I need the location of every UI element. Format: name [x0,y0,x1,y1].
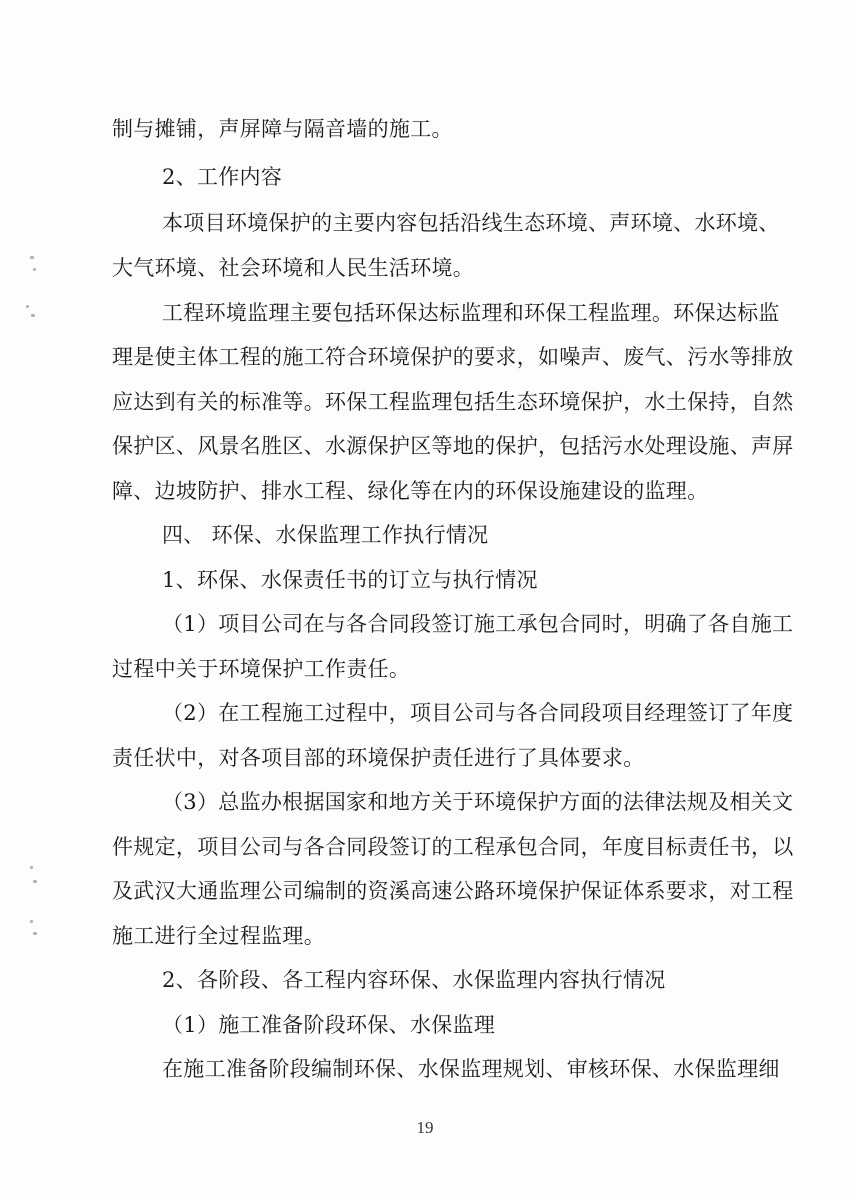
scan-speck [33,268,36,271]
scan-speck [30,256,34,259]
text-line-15: 责任状中，对各项目部的环境保护责任进行了具体要求。 [112,746,645,770]
text-line-19: 施工进行全过程监理。 [112,924,325,948]
text-line-17: 件规定，项目公司与各合同段签订的工程承包合同，年度目标责任书，以 [112,835,794,859]
scan-speck [31,314,35,317]
text-line-4: 大气环境、社会环境和人民生活环境。 [112,256,475,280]
page-number: 19 [416,1118,434,1137]
scan-speck [30,920,33,923]
text-line-13: 过程中关于环境保护工作责任。 [112,657,411,681]
text-line-7: 应达到有关的标准等。环保工程监理包括生态环境保护，水土保持，自然 [112,390,794,414]
scan-speck [30,866,33,869]
text-line-5: 工程环境监理主要包括环保达标监理和环保工程监理。环保达标监 [162,301,780,325]
text-line-22: 在施工准备阶段编制环保、水保监理规划、审核环保、水保监理细 [162,1057,780,1081]
text-line-21: （1）施工准备阶段环保、水保监理 [162,1013,496,1037]
text-line-20: 2、各阶段、各工程内容环保、水保监理内容执行情况 [162,968,666,992]
text-line-1: 制与摊铺，声屏障与隔音墙的施工。 [112,117,453,141]
text-line-6: 理是使主体工程的施工符合环境保护的要求，如噪声、废气、污水等排放 [112,345,794,369]
scan-speck [33,880,37,883]
text-line-11: 1、环保、水保责任书的订立与执行情况 [162,568,538,592]
scan-speck [26,305,29,308]
text-line-2: 2、工作内容 [162,165,283,189]
text-line-14: （2）在工程施工过程中，项目公司与各合同段项目经理签订了年度 [162,701,794,725]
text-line-16: （3）总监办根据国家和地方关于环境保护方面的法律法规及相关文 [162,790,794,814]
text-line-3: 本项目环境保护的主要内容包括沿线生态环境、声环境、水环境、 [162,211,780,235]
scan-speck [33,932,37,935]
text-line-9: 障、边坡防护、排水工程、绿化等在内的环保设施建设的监理。 [112,479,709,503]
text-line-18: 及武汉大通监理公司编制的资溪高速公路环境保护保证体系要求，对工程 [112,879,794,903]
text-line-8: 保护区、风景名胜区、水源保护区等地的保护，包括污水处理设施、声屏 [112,434,794,458]
section-heading: 四、 环保、水保监理工作执行情况 [162,523,489,547]
text-line-12: （1）项目公司在与各合同段签订施工承包合同时，明确了各自施工 [162,612,794,636]
